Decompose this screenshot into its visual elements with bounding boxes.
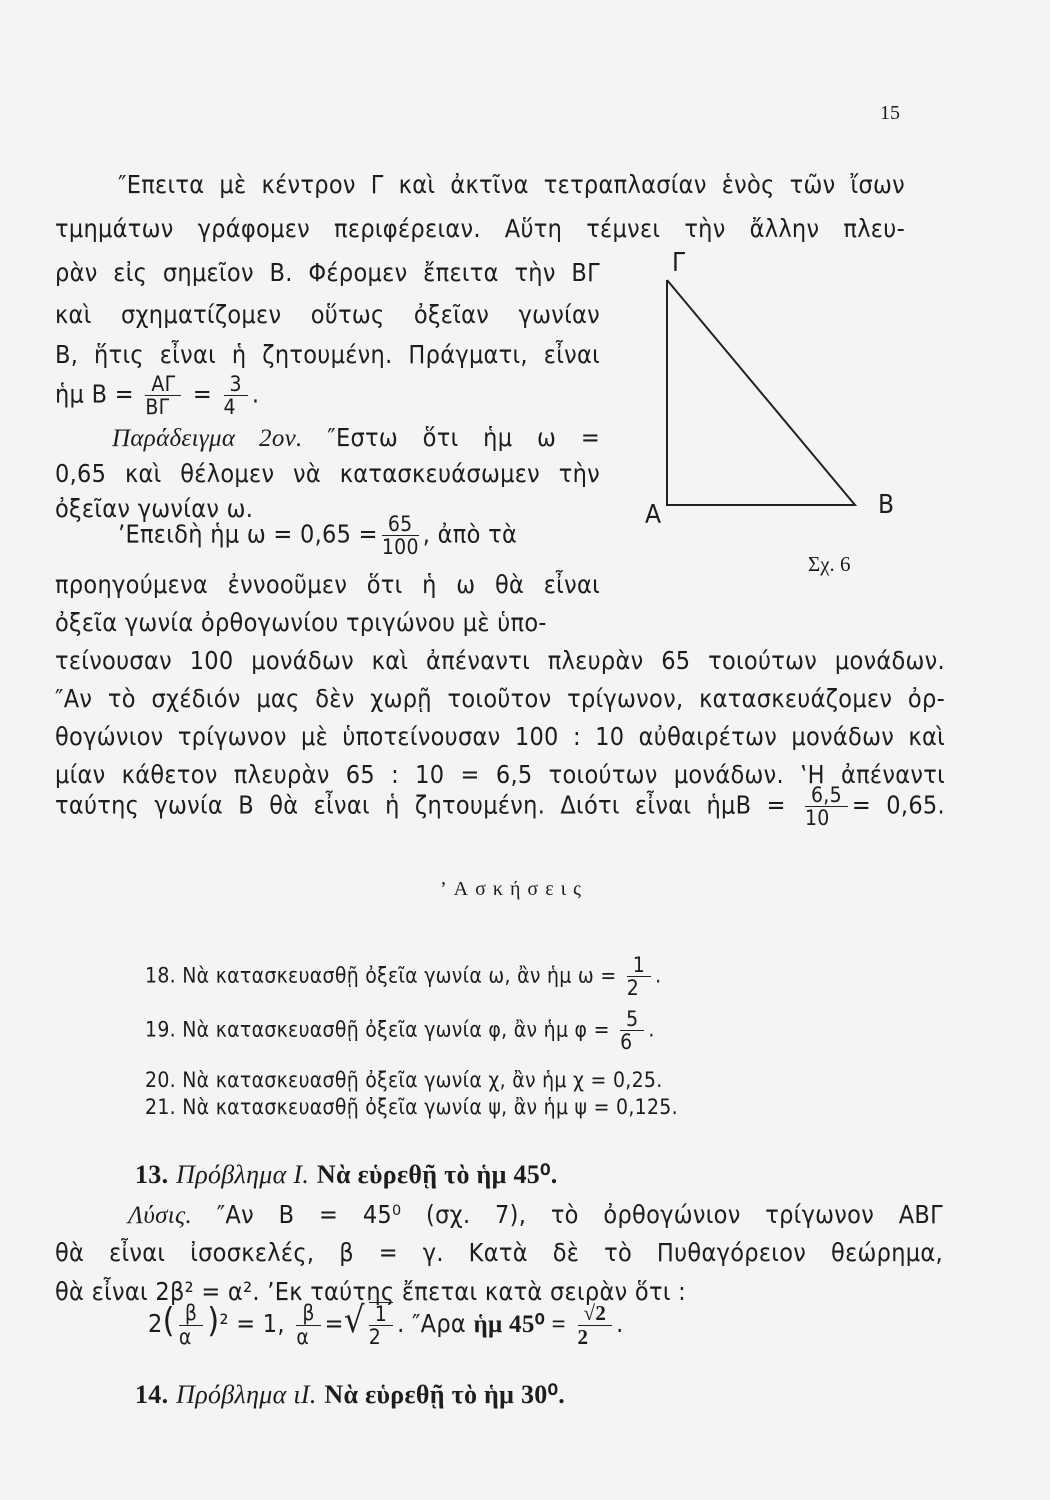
vertex-label-a: Α: [645, 500, 661, 530]
vertex-label-b: Β: [878, 490, 895, 520]
figure-caption: Σχ. 6: [808, 552, 851, 576]
section-14-heading: 14. Πρόβλημα ιI. Νὰ εὑρεθῇ τὸ ἡμ 30⁰.: [135, 1380, 566, 1409]
fraction: $\frac{1}{2}$: [627, 954, 651, 999]
example-2-line: [112, 423, 600, 453]
text-line: ″Επειτα μὲ κέντρον Γ καὶ ἀκτῖνα τετραπλασίαν ἑνὸς τῶν ἴσων: [118, 170, 905, 199]
example-label: Παράδειγμα 2ον.: [112, 425, 303, 452]
solution-line: θὰ εἶναι 2β² = α². ’Εκ ταύτης ἔπεται κατὰ σειρὰν ὅτι :: [55, 1277, 687, 1306]
equation-sin-b-2: ταύτης γωνία Β θὰ εἶναι ἡ ζητουμένη. Διότι εἶναι ἡμΒ = $\frac{6,5}{10}$ = 0,65.: [55, 783, 945, 831]
text-line: τείνουσαν 100 μονάδων καὶ ἀπέναντι πλευρὰν 65 τοιούτων μονάδων.: [55, 646, 945, 675]
text-line: ″Αν τὸ σχέδιόν μας δὲν χωρῇ τοιοῦτον τρίγωνον, κατασκευάζομεν ὀρ-: [55, 684, 945, 713]
solution-line: Λύσις. ″Αν Β = 45⁰ (σχ. 7), τὸ ὀρθογώνιον τρίγωνον ΑΒΓ: [128, 1200, 943, 1229]
text-line: θογώνιον τρίγωνον μὲ ὑποτείνουσαν 100 : 10 αὐθαιρέτων μονάδων καὶ: [55, 722, 945, 751]
section-13-heading: 13. Πρόβλημα I. Νὰ εὑρεθῇ τὸ ἡμ 45⁰.: [135, 1160, 558, 1189]
fraction: $\frac{3}{4}$: [224, 373, 248, 418]
vertex-label-gamma: Γ: [672, 248, 686, 278]
fraction: $\frac{5}{6}$: [620, 1008, 644, 1053]
text-line: 0,65 καὶ θέλομεν νὰ κατασκευάσωμεν τὴν: [55, 459, 600, 488]
equation-sin-omega: ’Επειδὴ ἡμ ω = 0,65 = $\frac{65}{100}$ , ἀπὸ τὰ: [118, 512, 518, 560]
text: ″Εστω ὅτι ἡμ ω =: [327, 423, 600, 452]
exercises-heading: ’Ασκήσεις: [440, 878, 588, 900]
solution-equation: 2( $\frac{\beta}{\alpha}$ )² = 1, $\frac{\beta}{\alpha}$ =√ $\frac{1}{2}$ . ″Αρα ἡμ 45⁰ = $\frac{√2}{2}$ .: [148, 1300, 624, 1349]
exercise-item: 21. Νὰ κατασκευασθῇ ὀξεῖα γωνία ψ, ἂν ἡμ ψ = 0,125.: [145, 1095, 678, 1119]
page-number: 15: [880, 102, 900, 124]
text-line: μίαν κάθετον πλευρὰν 65 : 10 = 6,5 τοιούτων μονάδων. ‛Η ἀπέναντι: [55, 760, 945, 789]
triangle-shape: [667, 280, 855, 505]
equation-sin-b: ἡμ Β = $\frac{A\Gamma}{B\Gamma}$ = $\frac{3}{4}$ .: [55, 372, 260, 420]
text-line: προηγούμενα ἐννοοῦμεν ὅτι ἡ ω θὰ εἶναι: [55, 570, 600, 599]
text-line: τμημάτων γράφομεν περιφέρειαν. Αὕτη τέμνει τὴν ἄλλην πλευ-: [55, 214, 905, 243]
text-line: ὀξεῖα γωνία ὀρθογωνίου τριγώνου μὲ ὑπο-: [55, 608, 547, 637]
fraction: $\frac{6,5}{10}$: [805, 784, 848, 829]
eq-prefix: ἡμ Β =: [55, 379, 134, 409]
solution-line: θὰ εἶναι ἰσοσκελές, β = γ. Κατὰ δὲ τὸ Πυθαγόρειον θεώρημα,: [55, 1238, 943, 1267]
exercise-item: 18. Νὰ κατασκευασθῇ ὀξεῖα γωνία ω, ἂν ἡμ ω = $\frac{1}{2}$ .: [145, 953, 662, 1001]
text-line: ὀξεῖαν γωνίαν ω.: [55, 494, 254, 523]
fraction: $\frac{65}{100}$: [381, 512, 419, 560]
exercise-item: 19. Νὰ κατασκευασθῇ ὀξεῖα γωνία φ, ἂν ἡμ φ = $\frac{5}{6}$ .: [145, 1007, 655, 1055]
text-line: ρὰν εἰς σημεῖον Β. Φέρομεν ἔπειτα τὴν ΒΓ: [55, 258, 600, 287]
text-line: Β, ἥτις εἶναι ἡ ζητουμένη. Πράγματι, εἶναι: [55, 340, 600, 369]
fraction: $\frac{A\Gamma}{B\Gamma}$: [145, 373, 181, 418]
text-line: καὶ σχηματίζομεν οὕτως ὀξεῖαν γωνίαν: [55, 300, 600, 329]
exercise-item: 20. Νὰ κατασκευασθῇ ὀξεῖα γωνία χ, ἂν ἡμ χ = 0,25.: [145, 1068, 663, 1092]
